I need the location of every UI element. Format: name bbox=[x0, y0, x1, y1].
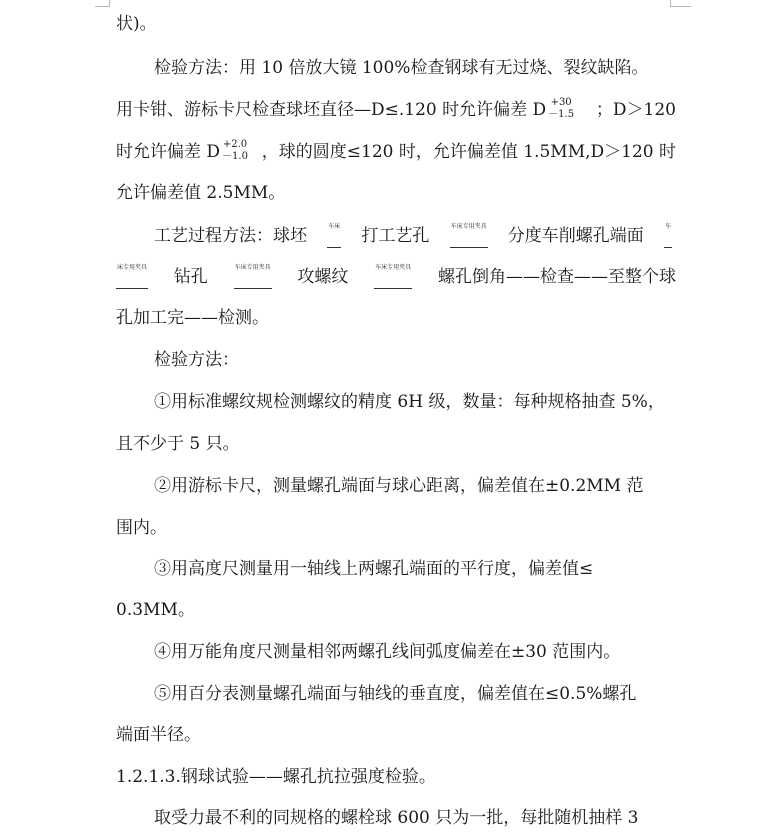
heading-inspection-method: 检验方法： bbox=[154, 350, 239, 370]
arrow-label: 车 bbox=[664, 224, 672, 248]
paragraph-sampling: 取受力最不利的同规格的螺栓球 600 只为一批，每批随机抽样 3 bbox=[154, 808, 639, 828]
text-line: 状)。 bbox=[116, 14, 157, 34]
paragraph-inspection-method: 检验方法：用 10 倍放大镜 100%检查钢球有无过烧、裂纹缺陷。 bbox=[154, 58, 649, 78]
crop-mark-left bbox=[95, 0, 110, 7]
tolerance-stack: +30 －1.5 bbox=[548, 96, 575, 120]
paragraph-process-method: 工艺过程方法：球坯 车床 打工艺孔 车床专用夹具 分度车削螺孔端面 车 bbox=[154, 223, 671, 246]
text-line: 围内。 bbox=[116, 518, 167, 538]
section-heading: 1.2.1.3.钢球试验——螺孔抗拉强度检验。 bbox=[116, 767, 436, 787]
arrow-label: 车床专用夹具 bbox=[374, 265, 412, 289]
list-item: ⑤用百分表测量螺孔端面与轴线的垂直度，偏差值在≤0.5%螺孔 bbox=[154, 684, 637, 704]
list-item: ④用万能角度尺测量相邻两螺孔线间弧度偏差在±30 范围内。 bbox=[154, 642, 621, 662]
text-line: 且不少于 5 只。 bbox=[116, 434, 240, 454]
list-item: ②用游标卡尺，测量螺孔端面与球心距离，偏差值在±0.2MM 范 bbox=[154, 476, 644, 496]
crop-mark-right bbox=[670, 0, 691, 7]
list-item: ③用高度尺测量用一轴线上两螺孔端面的平行度，偏差值≤ bbox=[154, 559, 594, 579]
text-line: 0.3MM。 bbox=[116, 600, 195, 620]
text-line: 时允许偏差 D +2.0 －1.0 ，球的圆度≤120 时，允许偏差值 1.5MM,D＞120 时 bbox=[116, 138, 676, 162]
text-line: 孔加工完——检测。 bbox=[116, 308, 269, 328]
arrow-label: 床专用夹具 bbox=[116, 265, 148, 289]
arrow-label: 车床 bbox=[327, 224, 341, 248]
arrow-label: 车床专用夹具 bbox=[450, 224, 488, 248]
text-line: 端面半径。 bbox=[116, 725, 201, 745]
text-line: 允许偏差值 2.5MM。 bbox=[116, 183, 286, 203]
text-line: 床专用夹具 钻孔 车床专用夹具 攻螺纹 车床专用夹具 螺孔倒角——检查——至整个球 bbox=[117, 264, 676, 287]
tolerance-stack: +2.0 －1.0 bbox=[222, 138, 248, 162]
arrow-label: 车床专用夹具 bbox=[234, 265, 272, 289]
list-item: ①用标准螺纹规检测螺纹的精度 6H 级，数量：每种规格抽查 5%， bbox=[154, 392, 665, 412]
text-line: 用卡钳、游标卡尺检查球坯直径—D≤.120 时允许偏差 D +30 －1.5 ；D＞120 bbox=[116, 96, 676, 120]
